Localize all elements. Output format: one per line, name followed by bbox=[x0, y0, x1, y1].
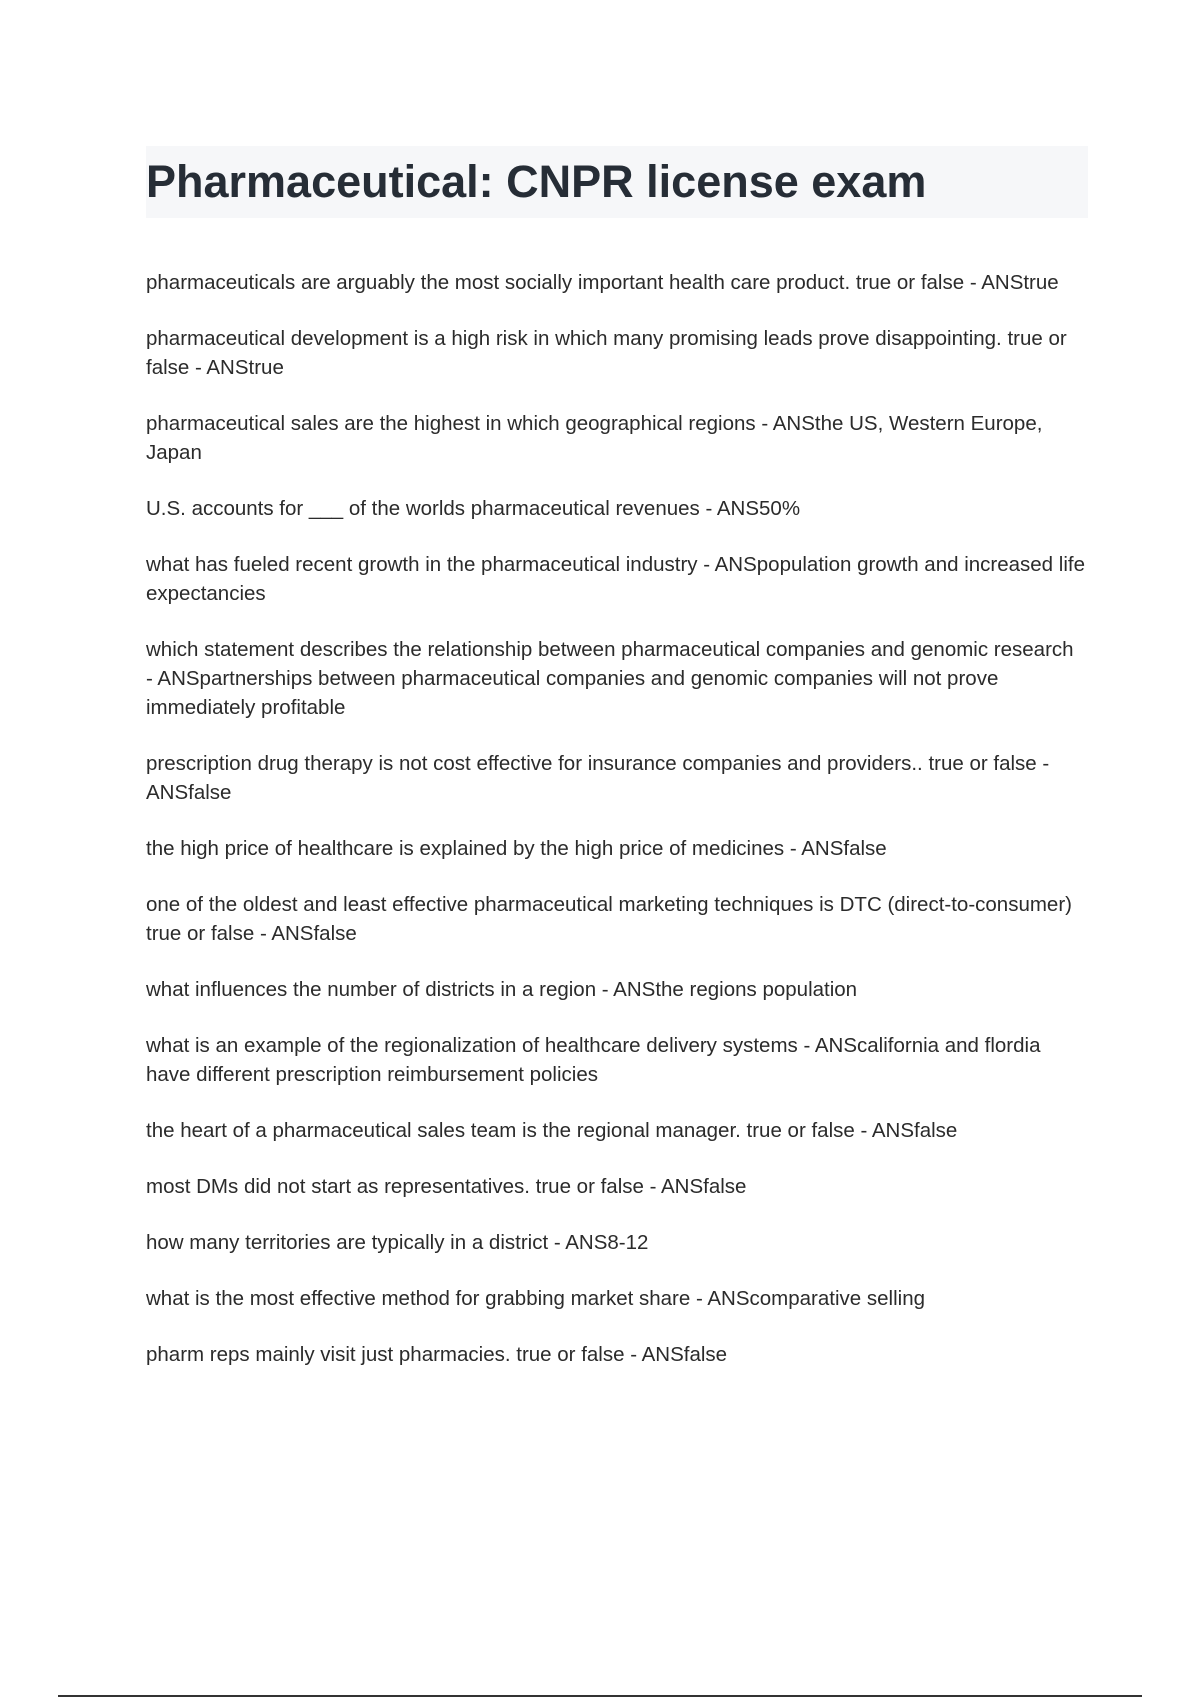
qa-item: one of the oldest and least effective pharmaceutical marketing techniques is DTC (direct-to-consumer) true or false - ANSfalse bbox=[146, 893, 1072, 945]
qa-item: pharmaceutical sales are the highest in which geographical regions - ANSthe US, Western Europe, Japan bbox=[146, 412, 1043, 464]
qa-item: how many territories are typically in a district - ANS8-12 bbox=[146, 1231, 649, 1254]
qa-item: what has fueled recent growth in the pharmaceutical industry - ANSpopulation growth and increased life expectancies bbox=[146, 553, 1085, 605]
qa-item: U.S. accounts for ___ of the worlds pharmaceutical revenues - ANS50% bbox=[146, 497, 801, 520]
qa-item: most DMs did not start as representatives. true or false - ANSfalse bbox=[146, 1175, 747, 1198]
footer-divider bbox=[58, 1695, 1142, 1697]
qa-item: the high price of healthcare is explained by the high price of medicines - ANSfalse bbox=[146, 837, 887, 860]
qa-item: pharm reps mainly visit just pharmacies. true or false - ANSfalse bbox=[146, 1343, 728, 1366]
qa-item: what is an example of the regionalization of healthcare delivery systems - ANScalifornia and flordia have different prescription reimbursement policies bbox=[146, 1034, 1041, 1086]
qa-item: pharmaceuticals are arguably the most socially important health care product. true or false - ANStrue bbox=[146, 271, 1059, 294]
qa-item: what influences the number of districts in a region - ANSthe regions population bbox=[146, 978, 858, 1001]
qa-list bbox=[146, 268, 1086, 1396]
qa-item: pharmaceutical development is a high risk in which many promising leads prove disappointing. true or false - ANStrue bbox=[146, 327, 1067, 379]
qa-item: the heart of a pharmaceutical sales team is the regional manager. true or false - ANSfalse bbox=[146, 1119, 958, 1142]
qa-item: which statement describes the relationship between pharmaceutical companies and genomic research - ANSpartnerships between pharmaceutical companies and genomic companies will not prove immediately profitable bbox=[146, 638, 1074, 719]
qa-item: what is the most effective method for grabbing market share - ANScomparative selling bbox=[146, 1287, 925, 1310]
title-banner bbox=[146, 146, 1088, 218]
page-title: Pharmaceutical: CNPR license exam bbox=[146, 156, 927, 207]
qa-item: prescription drug therapy is not cost effective for insurance companies and providers.. true or false - ANSfalse bbox=[146, 752, 1050, 804]
